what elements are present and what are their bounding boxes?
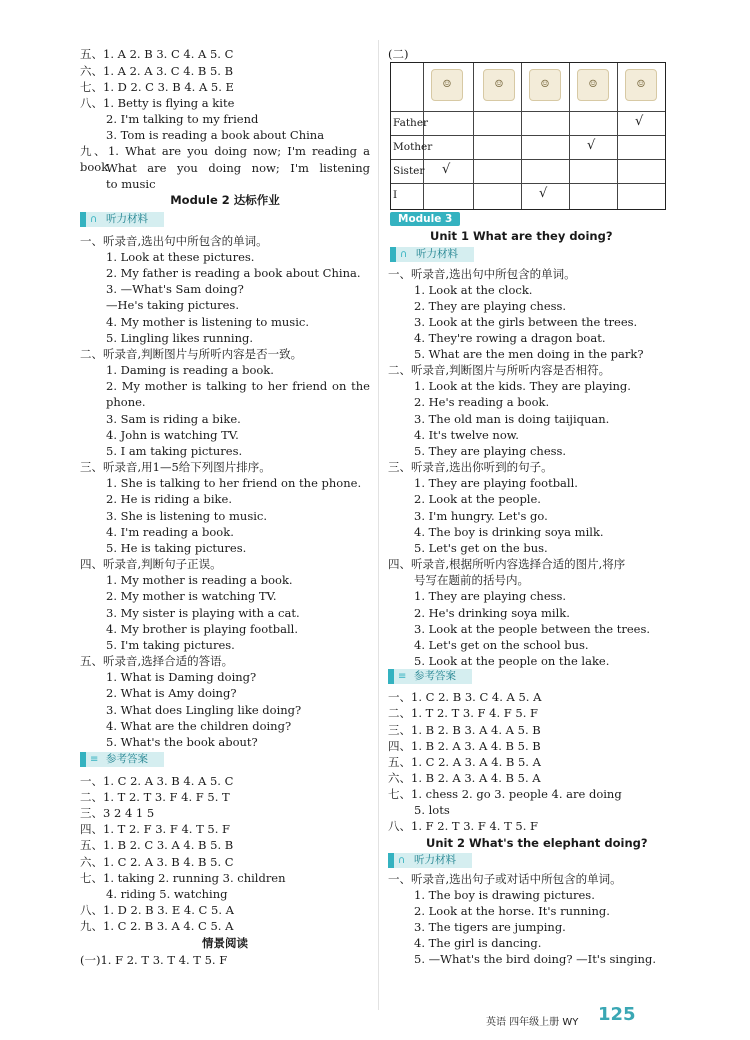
activity-picture-3: ☺ xyxy=(529,69,561,101)
text-line: 4. The girl is dancing. xyxy=(414,936,542,950)
text-line: 4. I'm reading a book. xyxy=(106,525,234,539)
badge-label: 参考答案 xyxy=(414,670,456,682)
text-line: 4. John is watching TV. xyxy=(106,428,239,442)
text-line: 1. Look at the kids. They are playing. xyxy=(414,379,631,393)
unit2-title: Unit 2 What's the elephant doing? xyxy=(426,836,648,850)
module2-title: Module 2 达标作业 xyxy=(170,193,280,207)
text-line: 4. They're rowing a dragon boat. xyxy=(414,331,606,345)
badge-label: 参考答案 xyxy=(106,753,148,765)
check-mark: √ xyxy=(635,114,644,129)
text-line: 4. The boy is drinking soya milk. xyxy=(414,525,604,539)
text-line: 2. He is riding a bike. xyxy=(106,492,232,506)
list-icon: ≡ xyxy=(90,754,99,765)
text-line: 2. He's drinking soya milk. xyxy=(414,606,570,620)
badge-label: 听力材料 xyxy=(106,213,148,225)
text-line: 七、1. taking 2. running 3. children xyxy=(80,871,286,885)
text-line: 3. What does Lingling like doing? xyxy=(106,703,302,717)
text-line: 3. Sam is riding a bike. xyxy=(106,412,241,426)
text-line: 1. They are playing chess. xyxy=(414,589,567,603)
text-line: 5. What's the book about? xyxy=(106,735,258,749)
text-line: 5. —What's the bird doing? —It's singing. xyxy=(414,952,656,966)
text-line: 五、1. B 2. C 3. A 4. B 5. B xyxy=(80,838,234,852)
text-line: 六、1. A 2. A 3. C 4. B 5. B xyxy=(80,64,234,78)
headphones-icon: ∩ xyxy=(398,855,406,866)
text-line: 一、听录音,选出句子或对话中所包含的单词。 xyxy=(388,872,622,886)
reading-answers: (一)1. F 2. T 3. T 4. T 5. F xyxy=(80,953,228,967)
text-line: 1. The boy is drawing pictures. xyxy=(414,888,595,902)
text-line: 2. My father is reading a book about China. xyxy=(106,266,361,280)
text-line: 2. I'm talking to my friend xyxy=(106,112,259,126)
check-mark: √ xyxy=(539,186,548,201)
text-line: 四、1. T 2. F 3. F 4. T 5. F xyxy=(80,822,231,836)
text-line: 五、听录音,选择合适的答语。 xyxy=(80,654,234,668)
text-line: 八、1. D 2. B 3. E 4. C 5. A xyxy=(80,903,234,917)
text-line: 二、1. T 2. T 3. F 4. F 5. F xyxy=(388,706,539,720)
row-label: Sister xyxy=(393,165,425,177)
text-line: 5. Let's get on the bus. xyxy=(414,541,548,555)
module3-tag: Module 3 xyxy=(390,212,460,226)
text-line: 2. My mother is watching TV. xyxy=(106,589,277,603)
text-line: 5. He is taking pictures. xyxy=(106,541,247,555)
text-line: 三、3 2 4 1 5 xyxy=(80,806,155,820)
activity-picture-2: ☺ xyxy=(483,69,515,101)
reading-title: 情景阅读 xyxy=(202,936,248,950)
text-line: 七、1. D 2. C 3. B 4. A 5. E xyxy=(80,80,234,94)
text-line: 3. Tom is reading a book about China xyxy=(106,128,325,142)
text-line: 5. I am taking pictures. xyxy=(106,444,243,458)
text-line: 4. My mother is listening to music. xyxy=(106,315,309,329)
text-line: 2. Look at the horse. It's running. xyxy=(414,904,610,918)
text-line: phone. xyxy=(106,395,146,409)
listening-badge xyxy=(80,212,164,227)
text-line: 七、1. chess 2. go 3. people 4. are doing xyxy=(388,787,622,801)
text-line: What are you doing now; I'm listening xyxy=(106,161,370,175)
text-line: 一、听录音,选出句中所包含的单词。 xyxy=(388,267,576,281)
text-line: 5. I'm taking pictures. xyxy=(106,638,235,652)
text-line: 1. Daming is reading a book. xyxy=(106,363,274,377)
text-line: 3. The old man is doing taijiquan. xyxy=(414,412,610,426)
text-line: 1. Look at these pictures. xyxy=(106,250,255,264)
text-line: 4. What are the children doing? xyxy=(106,719,292,733)
row-label: Father xyxy=(393,117,429,129)
text-line: 一、1. C 2. A 3. B 4. A 5. C xyxy=(80,774,234,788)
text-line: 1. She is talking to her friend on the phone. xyxy=(106,476,362,490)
text-line: 3. Look at the girls between the trees. xyxy=(414,315,638,329)
text-line: 五、1. C 2. A 3. A 4. B 5. A xyxy=(388,755,541,769)
activity-picture-5: ☺ xyxy=(625,69,657,101)
footer-subject: 英语 四年级上册 WY xyxy=(486,1017,579,1028)
text-line: 四、听录音,判断句子正误。 xyxy=(80,557,222,571)
text-line: 2. He's reading a book. xyxy=(414,395,550,409)
headphones-icon: ∩ xyxy=(90,214,98,225)
activity-picture-1: ☺ xyxy=(431,69,463,101)
text-line: 3. I'm hungry. Let's go. xyxy=(414,509,548,523)
listening-badge xyxy=(388,853,472,868)
text-line: 九、1. What are you doing now; I'm reading a book xyxy=(80,144,370,174)
text-line: 5. What are the men doing in the park? xyxy=(414,347,644,361)
activity-picture-4: ☺ xyxy=(577,69,609,101)
text-line: 2. My mother is talking to her friend on the xyxy=(106,379,370,393)
text-line: 5. They are playing chess. xyxy=(414,444,567,458)
text-line: 二、听录音,判断图片与所听内容是否相符。 xyxy=(388,363,611,377)
text-line: 五、1. A 2. B 3. C 4. A 5. C xyxy=(80,47,234,61)
text-line: 六、1. C 2. A 3. B 4. B 5. C xyxy=(80,855,234,869)
text-line: 2. Look at the people. xyxy=(414,492,541,506)
text-line: 八、1. F 2. T 3. F 4. T 5. F xyxy=(388,819,539,833)
row-label: Mother xyxy=(393,141,433,153)
text-line: —He's taking pictures. xyxy=(106,298,239,312)
badge-label: 听力材料 xyxy=(414,854,456,866)
text-line: 1. My mother is reading a book. xyxy=(106,573,293,587)
text-line: 三、听录音,选出你听到的句子。 xyxy=(388,460,553,474)
text-line: 三、1. B 2. B 3. A 4. A 5. B xyxy=(388,723,541,737)
text-line: 2. What is Amy doing? xyxy=(106,686,237,700)
list-icon: ≡ xyxy=(398,671,407,682)
text-line: 5. Lingling likes running. xyxy=(106,331,253,345)
text-line: 一、听录音,选出句中所包含的单词。 xyxy=(80,234,268,248)
text-line: 4. My brother is playing football. xyxy=(106,622,299,636)
text-line: 1. What is Daming doing? xyxy=(106,670,257,684)
column-divider xyxy=(378,40,379,1010)
text-line: 九、1. C 2. B 3. A 4. C 5. A xyxy=(80,919,234,933)
answers-badge xyxy=(388,669,472,684)
text-line: 四、听录音,根据所听内容选择合适的图片,将序 xyxy=(388,557,626,571)
badge-label: 听力材料 xyxy=(416,248,458,260)
text-line: 四、1. B 2. A 3. A 4. B 5. B xyxy=(388,739,541,753)
table-caption: (二) xyxy=(388,47,409,61)
table-row xyxy=(391,159,665,183)
text-line: 二、1. T 2. T 3. F 4. F 5. T xyxy=(80,790,230,804)
text-line: 三、听录音,用1—5给下列图片排序。 xyxy=(80,460,271,474)
text-line: 5. lots xyxy=(414,803,450,817)
text-line: 3. —What's Sam doing? xyxy=(106,282,244,296)
text-line: to music xyxy=(106,177,156,191)
activity-table xyxy=(390,62,666,210)
text-line: 4. riding 5. watching xyxy=(106,887,228,901)
text-line: 3. Look at the people between the trees. xyxy=(414,622,651,636)
listening-badge xyxy=(390,247,474,262)
headphones-icon: ∩ xyxy=(400,249,408,260)
text-line: 3. She is listening to music. xyxy=(106,509,267,523)
check-mark: √ xyxy=(587,138,596,153)
text-line: 二、听录音,判断图片与所听内容是否一致。 xyxy=(80,347,303,361)
text-line: 1. Look at the clock. xyxy=(414,283,533,297)
page-number: 125 xyxy=(598,1004,636,1025)
text-line: 六、1. B 2. A 3. A 4. B 5. A xyxy=(388,771,541,785)
table-row xyxy=(391,111,665,135)
check-mark: √ xyxy=(442,162,451,177)
text-line: 2. They are playing chess. xyxy=(414,299,567,313)
text-line: 4. Let's get on the school bus. xyxy=(414,638,589,652)
text-line: 3. My sister is playing with a cat. xyxy=(106,606,300,620)
table-row xyxy=(391,183,665,207)
text-line: 1. They are playing football. xyxy=(414,476,578,490)
text-line: 八、1. Betty is flying a kite xyxy=(80,96,235,110)
text-line: 号写在题前的括号内。 xyxy=(414,573,529,587)
text-line: 3. The tigers are jumping. xyxy=(414,920,566,934)
table-row xyxy=(391,135,665,159)
answers-badge xyxy=(80,752,164,767)
text-line: 4. It's twelve now. xyxy=(414,428,519,442)
text-line: 5. Look at the people on the lake. xyxy=(414,654,610,668)
text-line: 一、1. C 2. B 3. C 4. A 5. A xyxy=(388,690,542,704)
row-label: I xyxy=(393,189,398,201)
unit1-title: Unit 1 What are they doing? xyxy=(430,229,613,243)
